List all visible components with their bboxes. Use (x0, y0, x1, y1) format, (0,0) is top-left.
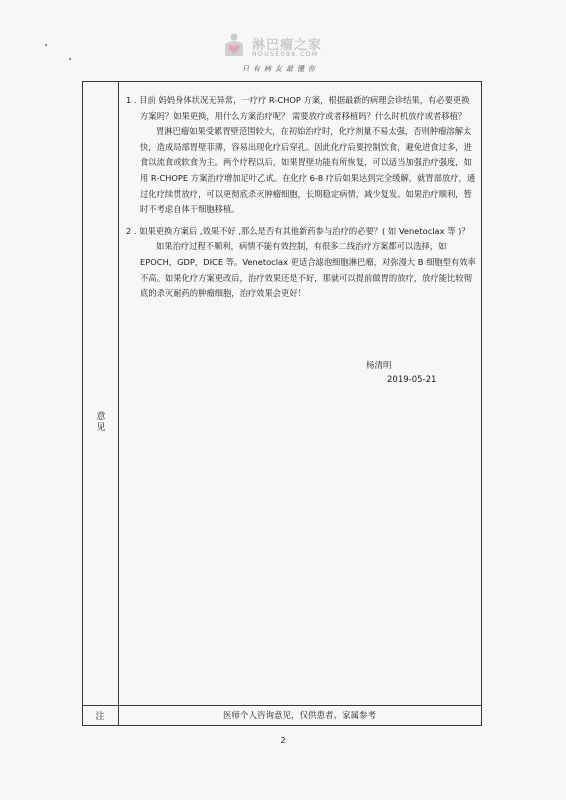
page-number: 2 (280, 736, 286, 745)
question-2: 2 . 如果更换方案后 ,效果不好 ,那么是否有其他新药参与治疗的必要？( 如 Venetoclax 等 )？ (126, 225, 470, 236)
question-1: 1 . 目前 妈妈身体状况无异常，一疗疗 R-CHOP 方案，根据最新的病理会诊结果，有必要更换方案吗？如果更换，用什么方案治疗呢？ 需要放疗或者移植吗？什么时机放疗或者移植？ (126, 95, 470, 121)
scan-speck (45, 44, 47, 46)
answer-1: 胃淋巴瘤如果受累胃壁范围较大，在初始治疗时，化疗剂量不易太强，否则肿瘤溶解太快，造成局部胃壁菲薄，容易出现化疗后穿孔。因此化疗后要控制饮食，避免进食过多，进食以流食或软食为主。两个疗程以后，如果胃壁功能有所恢复，可以适当加强治疗强度，如用 R-CHOPE 方案治疗增加足叶乙甙。在化疗 6-8 疗后如果达到完全缓解，就胃部放疗，通过化疗续贯放疗，可以更彻底杀灭肿瘤细胞，长期稳定病情，减少复发。如果治疗顺利，暂时不考虑自体干细胞移植。 (140, 126, 476, 215)
signature-date: 2019-05-21 (387, 375, 437, 385)
note-label: 注 (95, 712, 105, 722)
logo-url: HOUSE086.COM (252, 51, 319, 58)
house-heart-icon (222, 32, 246, 58)
logo (222, 30, 372, 74)
note-text: 医师个人咨询意见，仅供患者、家属参考 (222, 711, 376, 721)
logo-name: 淋巴瘤之家 (252, 38, 323, 53)
label-column (82, 81, 119, 705)
opinion-content (126, 93, 476, 302)
logo-slogan: 只有病友最懂你 (242, 65, 319, 73)
answer-2: 如果治疗过程不顺利，病情不能有效控制，有很多二线治疗方案都可以选择，如 EPOCH，GDP，DICE 等。Venetoclax 更适合滤泡细胞淋巴瘤，对弥漫大 B 细胞型有效率不高。如果化疗方案更改后，治疗效果还是不好，那就可以提前做胃的放疗，放疗能比较彻底的杀灭耐药的肿瘤细胞，治疗效果会更好！ (140, 241, 476, 299)
scan-speck (69, 58, 71, 60)
opinion-label: 意见 (96, 412, 106, 433)
signature-name: 杨清明 (366, 361, 392, 371)
